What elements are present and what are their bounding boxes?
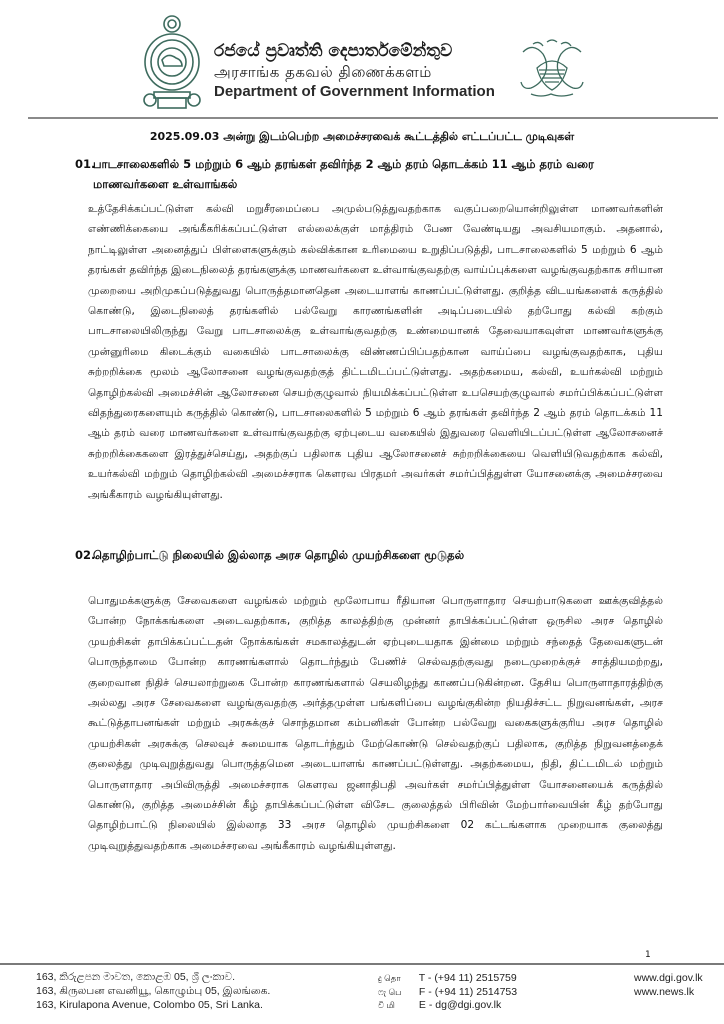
contact-prefix: වි மி	[378, 1000, 395, 1010]
department-name-english: Department of Government Information	[214, 83, 495, 100]
contact-label: E	[418, 999, 426, 1011]
department-name-tamil: அரசாங்க தகவல் திணைக்களம்	[214, 63, 432, 81]
letterhead	[0, 0, 724, 118]
contact-value: (+94 11) 2515759	[434, 972, 517, 984]
contact-value[interactable]: dg@dgi.gov.lk	[435, 999, 502, 1011]
department-crest-icon	[515, 38, 589, 102]
section-body-01: உத்தேசிக்கப்பட்டுள்ள கல்வி மறுசீரமைப்பை அமுல்படுத்துவதற்காக வகுப்பறையொன்றிலுள்ள மாணவர்களின் எண்ணிக்கையை அங்கீகரிக்கப்பட்டுள்ள எல்லைக்குள் மாத்திரம் பேண வேண்டியது அவசியமாகும். அதனால், நாட்டிலுள்ள அனைத்துப் பிள்ளைகளுக்கும் கல்விக்கான உரிமையை உறுதிப்படுத்தி, பாடசாலைகளில் 5 மற்றும் 6 ஆம் தரங்கள் தவிர்ந்த இடைநிலைத் தரங்களுக்கு மாணவர்களை உள்வாங்குவதற்கு வாய்ப்புக்களை வழங்குவதற்காக சரியான முறையை அறிமுகப்படுத்துவது பொருத்தமானதென அடையாளங் காணப்பட்டுள்ளது. குறித்த விடயங்களைக் கருத்தில் கொண்டு, இடைநிலைத் தரங்களில் பல்வேறு காரணங்களின் அடிப்படையில் தற்போது கல்வி கற்கும் பாடசாலையிலிருந்து வேறு பாடசாலைக்கு உள்வாங்குவதற்கு உண்மையானக் தேவையாகவுள்ள மாணவர்களுக்கு முன்னுரிமை கிடைக்கும் வகையில் பாடசாலைக்கு விண்ணப்பிப்பதற்கான வாய்ப்பை வழங்குவதற்காக, புதிய சுற்றறிக்கை மூலம் ஆலோசனை வழங்குவதற்குத் திட்டமிடப்பட்டுள்ளது. அதற்கமைய, கல்வி, உயர்கல்வி மற்றும் தொழிற்கல்வி அமைச்சின் ஆலோசனை செயற்குழுவால் நியமிக்கப்பட்டுள்ள உபசெயற்குழுவால் சமர்ப்பிக்கப்பட்டுள்ள விதந்துரைகளையும் கருத்தில் கொண்டு, பாடசாலைகளில் 5 மற்றும் 6 ஆம் தரங்கள் தவிர்ந்த 2 ஆம் தரம் தொடக்கம் 11 ஆம் தரம் வரை மாணவர்களை உள்வாங்குவதற்கு ஏற்புடைய வகையில் இதுவரை வெளியிடப்பட்டுள்ள ஆலோசனைச் சுற்றறிக்கைகளை இரத்துச்செய்து, அதற்குப் பதிலாக புதிய ஆலோசனைச் சுற்றறிக்கையை வெளியிடுவதற்காக கல்வி, உயர்கல்வி மற்றும் தொழிற்கல்வி அமைச்சராக கௌரவ பிரதமர் அவர்கள் சமர்ப்பித்துள்ள யோசனைக்கு அமைச்சரவை அங்கீகாரம் வழங்கியுள்ளது.	[88, 203, 663, 501]
section-heading-text: பாடசாலைகளில் 5 மற்றும் 6 ஆம் தரங்கள் தவிர்ந்த 2 ஆம் தரம் தொடக்கம் 11 ஆம் தரம் வரை மாணவர்களை உள்வாங்கல்	[93, 157, 594, 191]
contact-prefix: දු தொ	[378, 973, 401, 983]
contact-value: (+94 11) 2514753	[434, 985, 518, 998]
contact-label: F	[418, 985, 426, 998]
contact-fax: ෆැ பெ F - (+94 11) 2514753	[378, 985, 518, 998]
footer-divider	[0, 963, 724, 965]
website-link[interactable]: www.dgi.gov.lk	[634, 972, 703, 984]
address-sinhala: 163, කිරුළපන මාවත, කොළඹ 05, ශ්‍රී ලංකාව.	[36, 971, 236, 983]
address-english: 163, Kirulapona Avenue, Colombo 05, Sri Lanka.	[36, 999, 263, 1011]
document-title: 2025.09.03 அன்று இடம்பெற்ற அமைச்சரவைக் கூட்டத்தில் எட்டப்பட்ட முடிவுகள்	[149, 130, 575, 143]
website-link[interactable]: www.news.lk	[634, 985, 695, 998]
address-tamil: 163, கிருலபன எவனியூ, கொழும்பு 05, இலங்கை.	[36, 985, 271, 997]
department-names	[214, 40, 514, 102]
header-divider	[28, 117, 718, 119]
page-number: 1	[645, 950, 651, 960]
footer-websites	[634, 972, 703, 999]
contact-label: T	[418, 972, 425, 984]
contact-phone: දු தொ T - (+94 11) 2515759	[378, 972, 517, 984]
section-body-02: பொதுமக்களுக்கு சேவைகளை வழங்கல் மற்றும் மூலோபாய ரீதியான பொருளாதார செயற்பாடுகளை ஊக்குவித்தல் போன்ற நோக்கங்களை அடைவதற்காக, குறித்த காலத்திற்கு முன்னர் தாபிக்கப்பட்டுள்ள ஒருசில அரச தொழில் முயற்சிகள் தாபிக்கப்பட்டதன் நோக்கங்கள் சமகாலத்துடன் ஏற்புடையதாக இன்மை மற்றும் சந்தைத் தேவைகளுடன் பொருந்தாமை போன்ற காரணங்களால் தொடர்ந்தும் பேணிச் செல்வதற்குவது நடைமுறைக்குச் சாத்தியமற்றது, குறைவான நிதிச் செயலாற்றுகை போன்ற காரணங்களால் செயலிழந்து காணப்படுகின்றன. தேசிய பொருளாதாரத்திற்கு அல்லது அரச சேவைகளை வழங்குவதற்கு அர்த்தமுள்ள பங்களிப்பை வழங்குகின்ற நியதிச்சட்ட நிறுவனங்கள், அரச கூட்டுத்தாபனங்கள் மற்றும் அரசுக்குச் சொந்தமான கம்பனிகள் போன்ற பல்வேறு வகைகளுக்குரிய அரச தொழில் முயற்சிகள் அரசுக்கு செலவுச் சுமையாக தொடர்ந்தும் மேற்கொண்டு செல்வதற்குப் பதிலாக, குறித்த நிறுவனத்தைக் குலைத்து முடிவுறுத்துவது பொருத்தமென அடையாளங் காணப்பட்டுள்ளது. அதற்கமைய, நிதி, திட்டமிடல் மற்றும் பொருளாதார அபிவிருத்தி அமைச்சராக கௌரவ ஜனாதிபதி அவர்கள் சமர்ப்பித்துள்ள யோசனையைக் கருத்தில் கொண்டு, குறித்த அமைச்சின் கீழ் தாபிக்கப்பட்டுள்ள விசேட குலைத்தல் பிரிவின் மேற்பார்வையின் கீழ் தற்போது தொழிற்பாட்டு நிலையில் இல்லாத 33 அரச தொழில் முயற்சிகளை 02 கட்டங்களாக முறையாக குலைத்து முடிவுறுத்துவதற்காக அமைச்சரவை அங்கீகாரம் வழங்கியுள்ளது.	[88, 595, 663, 852]
footer-address	[36, 970, 270, 1012]
section-heading-01	[75, 154, 663, 194]
contact-prefix: ෆැ பெ	[378, 986, 402, 997]
section-heading-02	[75, 545, 663, 565]
footer-contacts	[378, 972, 517, 1013]
department-name-sinhala: රජයේ ප්‍රවෘත්ති දෙපාර්තමේන්තුව	[214, 41, 453, 61]
section-heading-text: தொழிற்பாட்டு நிலையில் இல்லாத அரச தொழில் முயற்சிகளை மூடுதல்	[93, 548, 465, 562]
section-number: 02.	[75, 548, 96, 562]
section-number: 01.	[75, 157, 96, 171]
national-emblem-icon	[140, 12, 204, 112]
contact-email: වි மி E - dg@dgi.gov.lk	[378, 999, 502, 1011]
